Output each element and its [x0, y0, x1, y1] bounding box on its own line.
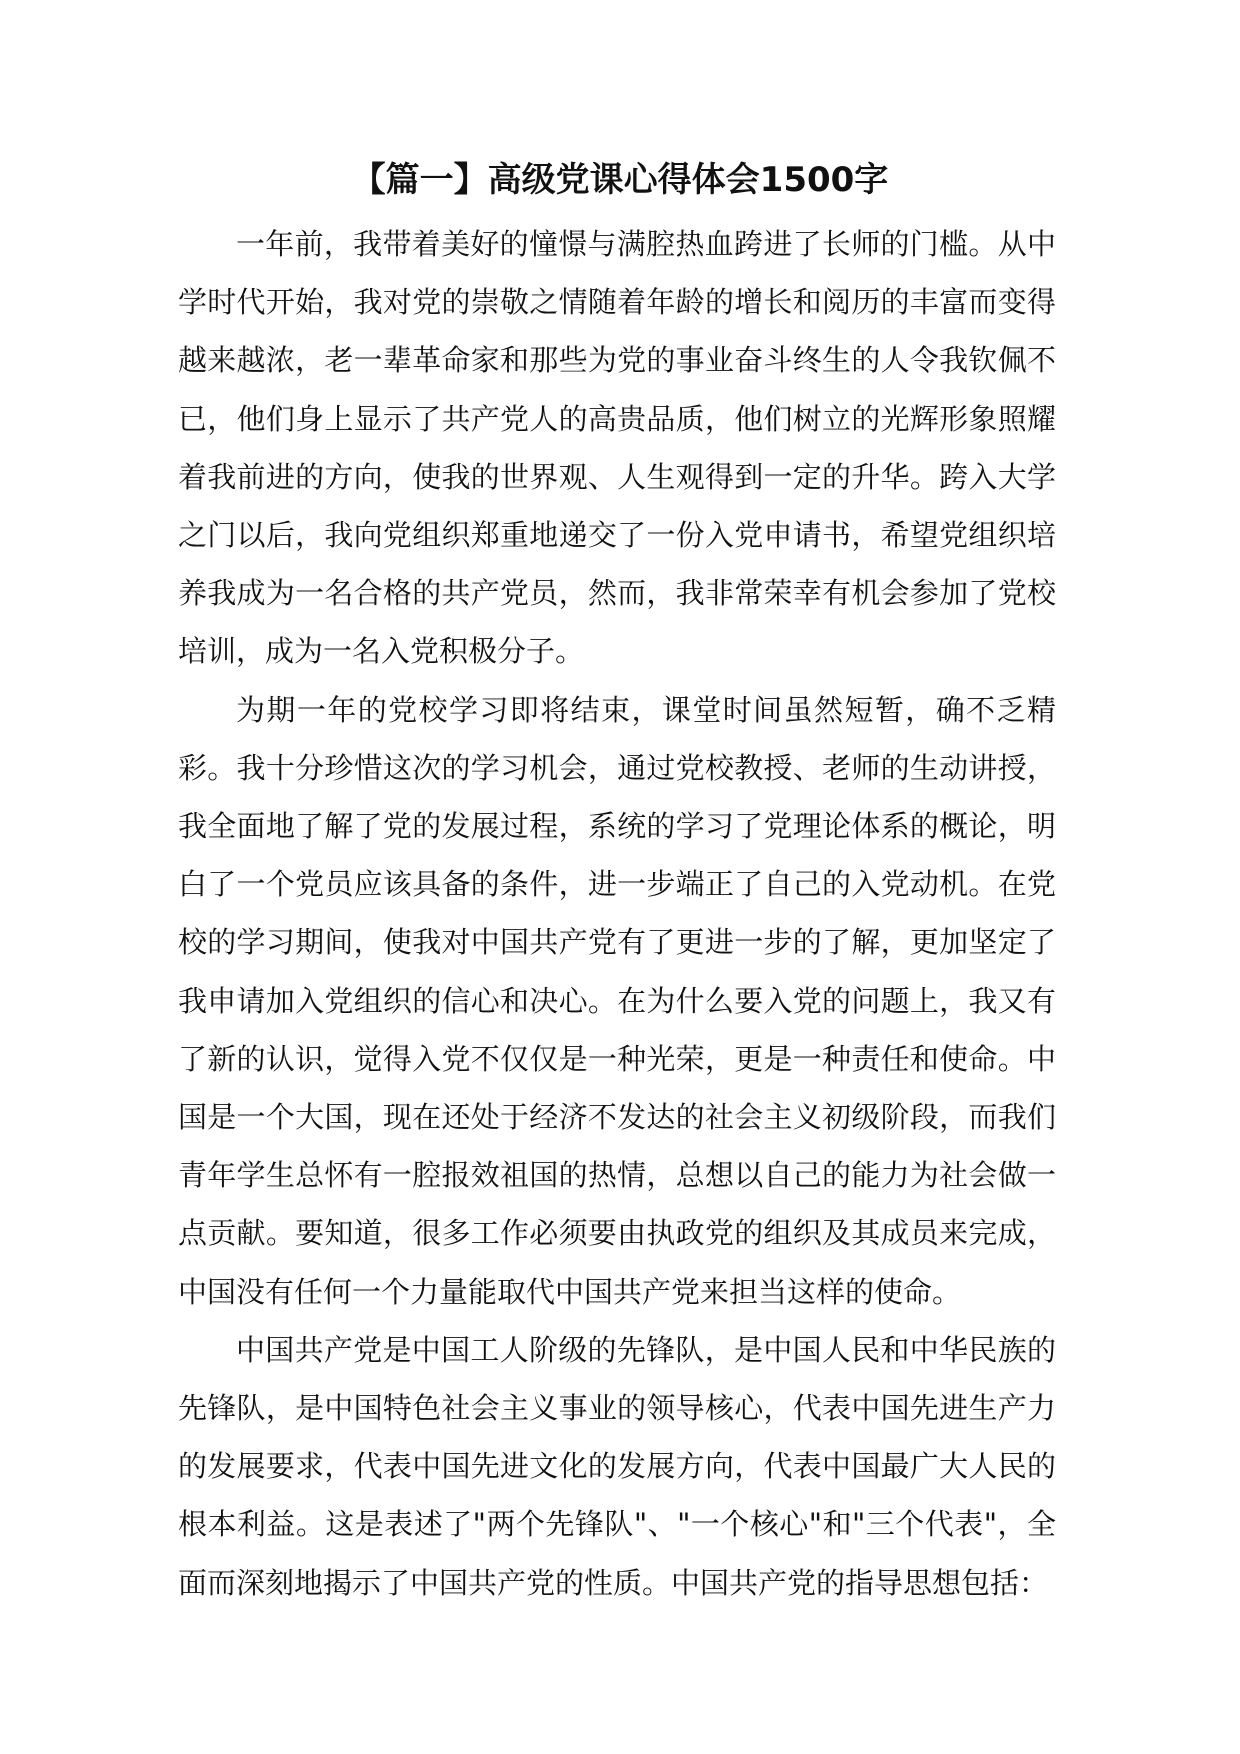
- paragraph-1: 一年前，我带着美好的憧憬与满腔热血跨进了长师的门槛。从中学时代开始，我对党的崇敬之情随着年龄的增长和阅历的丰富而变得越来越浓，老一辈革命家和那些为党的事业奋斗终生的人令我钦佩不已，他们身上显示了共产党人的高贵品质，他们树立的光辉形象照耀着我前进的方向，使我的世界观、人生观得到一定的升华。跨入大学之门以后，我向党组织郑重地递交了一份入党申请书，希望党组织培养我成为一名合格的共产党员，然而，我非常荣幸有机会参加了党校培训，成为一名入党积极分子。: [178, 227, 1056, 669]
- document-body: [178, 215, 1056, 1612]
- paragraph-2: 为期一年的党校学习即将结束，课堂时间虽然短暂，确不乏精彩。我十分珍惜这次的学习机会，通过党校教授、老师的生动讲授，我全面地了解了党的发展过程，系统的学习了党理论体系的概论，明白了一个党员应该具备的条件，进一步端正了自己的入党动机。在党校的学习期间，使我对中国共产党有了更进一步的了解，更加坚定了我申请加入党组织的信心和决心。在为什么要入党的问题上，我又有了新的认识，觉得入党不仅仅是一种光荣，更是一种责任和使命。中国是一个大国，现在还处于经济不发达的社会主义初级阶段，而我们青年学生总怀有一腔报效祖国的热情，总想以自己的能力为社会做一点贡献。要知道，很多工作必须要由执政党的组织及其成员来完成，中国没有任何一个力量能取代中国共产党来担当这样的使命。: [178, 692, 1056, 1309]
- document-title: 【篇一】高级党课心得体会1500字: [351, 160, 889, 200]
- paragraph-3: 中国共产党是中国工人阶级的先锋队，是中国人民和中华民族的先锋队，是中国特色社会主义事业的领导核心，代表中国先进生产力的发展要求，代表中国先进文化的发展方向，代表中国最广大人民的根本利益。这是表述了"两个先锋队"、"一个核心"和"三个代表"，全面而深刻地揭示了中国共产党的性质。中国共产党的指导思想包括：: [178, 1332, 1056, 1600]
